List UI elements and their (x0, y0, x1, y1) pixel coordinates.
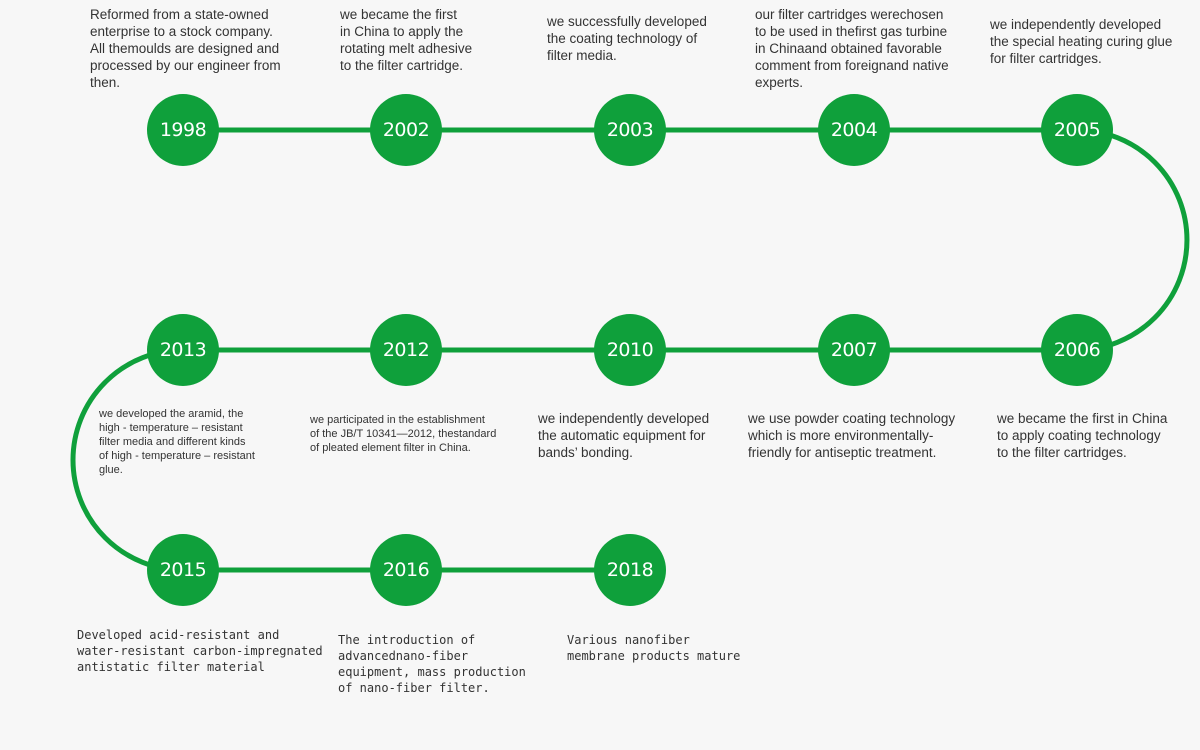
year-label: 2003 (606, 119, 654, 141)
milestone-text-2002: we became the first in China to apply the rotating melt adhesive to the filter cartridge. (340, 7, 473, 73)
milestone-text-2007: we use powder coating technology which is more environmentally- friendly for antiseptic treatment. (748, 411, 956, 460)
milestone-text-2006: we became the first in China to apply coating technology to the filter cartridges. (997, 411, 1168, 460)
year-label: 2016 (382, 559, 430, 581)
year-label: 1998 (159, 119, 207, 141)
milestone-text-2015: Developed acid-resistant and water-resistant carbon-impregnated antistatic filter material (77, 628, 323, 674)
milestone-text-2004: our filter cartridges werechosen to be used in thefirst gas turbine in Chinaand obtained favorable comment from foreignand native experts. (755, 7, 949, 90)
year-node-2007 (818, 314, 890, 386)
year-label: 2018 (606, 559, 654, 581)
milestone-text-2012: we participated in the establishment of the JB/T 10341—2012, thestandard of pleated element filter in China. (310, 414, 497, 454)
year-node-2013 (147, 314, 219, 386)
year-node-2010 (594, 314, 666, 386)
year-label: 2012 (382, 339, 430, 361)
milestone-text-2016: The introduction of advancednano-fiber equipment, mass production of nano-fiber filter. (338, 633, 526, 695)
year-label: 2005 (1053, 119, 1101, 141)
year-node-2002 (370, 94, 442, 166)
year-label: 2004 (830, 119, 878, 141)
year-node-1998 (147, 94, 219, 166)
year-node-2018 (594, 534, 666, 606)
year-label: 2015 (159, 559, 207, 581)
milestone-text-2003: we successfully developed the coating technology of filter media. (547, 14, 707, 63)
year-node-2003 (594, 94, 666, 166)
year-node-2004 (818, 94, 890, 166)
milestone-text-2013: we developed the aramid, the high - temperature – resistant filter media and different kinds of high - temperature – resistant glue. (99, 408, 255, 476)
milestone-text-2010: we independently developed the automatic equipment for bands’ bonding. (538, 411, 710, 460)
year-label: 2002 (382, 119, 430, 141)
milestone-text-1998: Reformed from a state-owned enterprise to a stock company. All themoulds are designed and processed by our engineer from then. (90, 7, 281, 90)
year-label: 2007 (830, 339, 878, 361)
year-node-2012 (370, 314, 442, 386)
milestone-text-2018: Various nanofiber membrane products mature (567, 633, 741, 663)
year-node-2006 (1041, 314, 1113, 386)
year-label: 2013 (159, 339, 207, 361)
year-label: 2010 (606, 339, 654, 361)
year-node-2005 (1041, 94, 1113, 166)
milestone-text-2005: we independently developed the special heating curing glue for filter cartridges. (990, 17, 1173, 66)
year-node-2016 (370, 534, 442, 606)
year-label: 2006 (1053, 339, 1101, 361)
year-node-2015 (147, 534, 219, 606)
